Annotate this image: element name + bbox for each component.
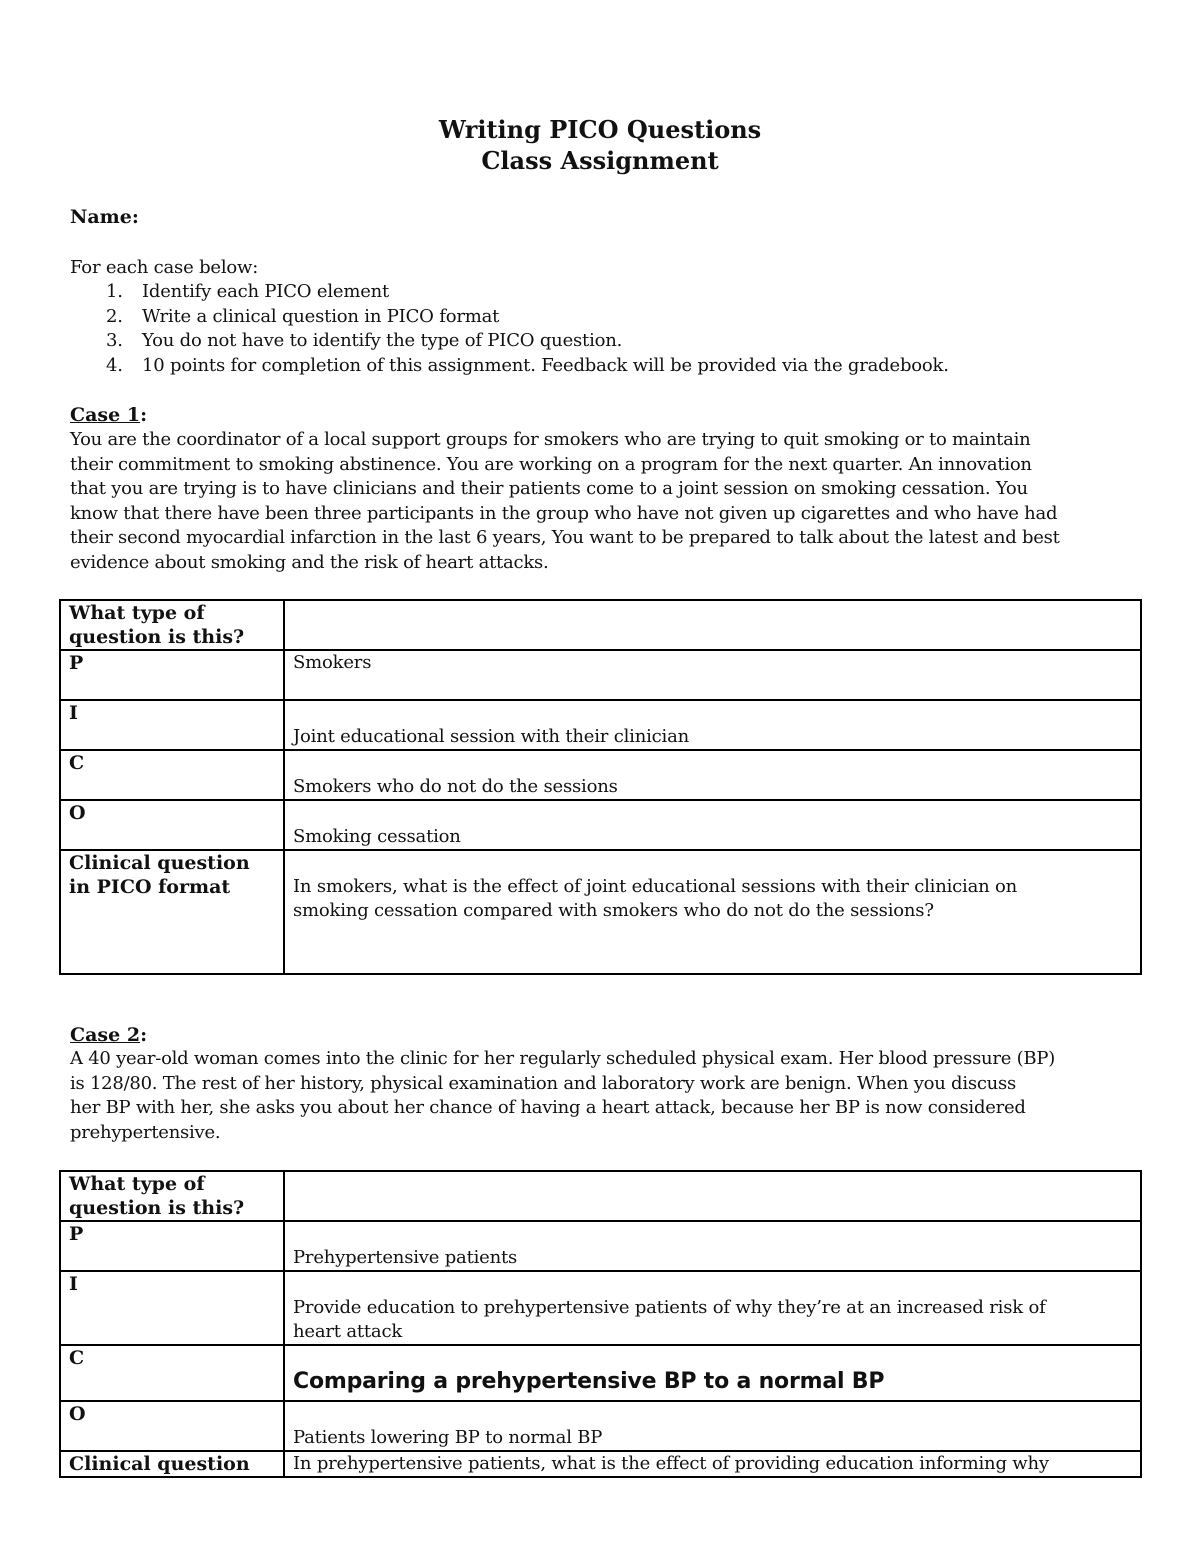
type-value	[284, 1171, 1141, 1221]
case2-heading: Case 2:	[70, 1024, 148, 1046]
question-value: In prehypertensive patients, what is the effect of providing education informing why	[284, 1451, 1141, 1477]
instructions-list	[70, 280, 949, 378]
c-value: Comparing a prehypertensive BP to a normal BP	[284, 1345, 1141, 1401]
table-row	[60, 1171, 1141, 1221]
table-row	[60, 1401, 1141, 1451]
c-label: C	[60, 1345, 284, 1401]
table-row	[60, 600, 1141, 650]
p-value: Prehypertensive patients	[284, 1221, 1141, 1271]
type-label: What type of question is this?	[60, 1171, 284, 1221]
table-row	[60, 700, 1141, 750]
p-value: Smokers	[284, 650, 1141, 700]
o-value: Patients lowering BP to normal BP	[284, 1401, 1141, 1451]
o-label: O	[60, 1401, 284, 1451]
i-value: Provide education to prehypertensive patients of why they’re at an increased risk of heart attack	[284, 1271, 1141, 1345]
case2-description: A 40 year-old woman comes into the clinic for her regularly scheduled physical exam. Her blood pressure (BP) is 128/80. The rest of her history, physical examination and laboratory work are benign. When you discuss her BP with her, she asks you about her chance of having a heart attack, because her BP is now considered prehypertensive.	[70, 1048, 1056, 1143]
list-item: 3. You do not have to identify the type of PICO question.	[106, 330, 623, 351]
i-label: I	[60, 700, 284, 750]
type-label: What type of question is this?	[60, 600, 284, 650]
table-row	[60, 1221, 1141, 1271]
instructions-intro: For each case below:	[70, 257, 259, 278]
type-value	[284, 600, 1141, 650]
question-value: In smokers, what is the effect of joint educational sessions with their clinician on smoking cessation compared with smokers who do not do the sessions?	[284, 850, 1141, 974]
c-value: Smokers who do not do the sessions	[284, 750, 1141, 800]
p-label: P	[60, 650, 284, 700]
i-label: I	[60, 1271, 284, 1345]
o-label: O	[60, 800, 284, 850]
question-label: Clinical question in PICO format	[60, 850, 284, 974]
table-row	[60, 1345, 1141, 1401]
case1-pico-table	[59, 599, 1142, 975]
document-title: Writing PICO Questions	[438, 115, 762, 144]
list-item: 2. Write a clinical question in PICO format	[106, 305, 500, 327]
o-value: Smoking cessation	[284, 800, 1141, 850]
name-label: Name:	[70, 206, 139, 228]
table-row	[60, 800, 1141, 850]
list-item: 1. Identify each PICO element	[106, 281, 390, 302]
case2-pico-table	[59, 1170, 1142, 1478]
list-item: 4. 10 points for completion of this assignment. Feedback will be provided via the gradebook.	[106, 354, 949, 376]
document-subtitle: Class Assignment	[481, 146, 719, 175]
case1-heading: Case 1:	[70, 404, 148, 426]
i-value: Joint educational session with their clinician	[284, 700, 1141, 750]
p-label: P	[60, 1221, 284, 1271]
table-row	[60, 850, 1141, 974]
case1-description: You are the coordinator of a local support groups for smokers who are trying to quit smoking or to maintain their commitment to smoking abstinence. You are working on a program for the next quarter. An innovation that you are trying is to have clinicians and their patients come to a joint session on smoking cessation. You know that there have been three participants in the group who have not given up cigarettes and who have had their second myocardial infarction in the last 6 years, You want to be prepared to talk about the latest and best evidence about smoking and the risk of heart attacks.	[70, 429, 1060, 573]
table-row	[60, 1271, 1141, 1345]
table-row	[60, 1451, 1141, 1477]
table-row	[60, 650, 1141, 700]
table-row	[60, 750, 1141, 800]
question-label: Clinical question	[60, 1451, 284, 1477]
c-label: C	[60, 750, 284, 800]
